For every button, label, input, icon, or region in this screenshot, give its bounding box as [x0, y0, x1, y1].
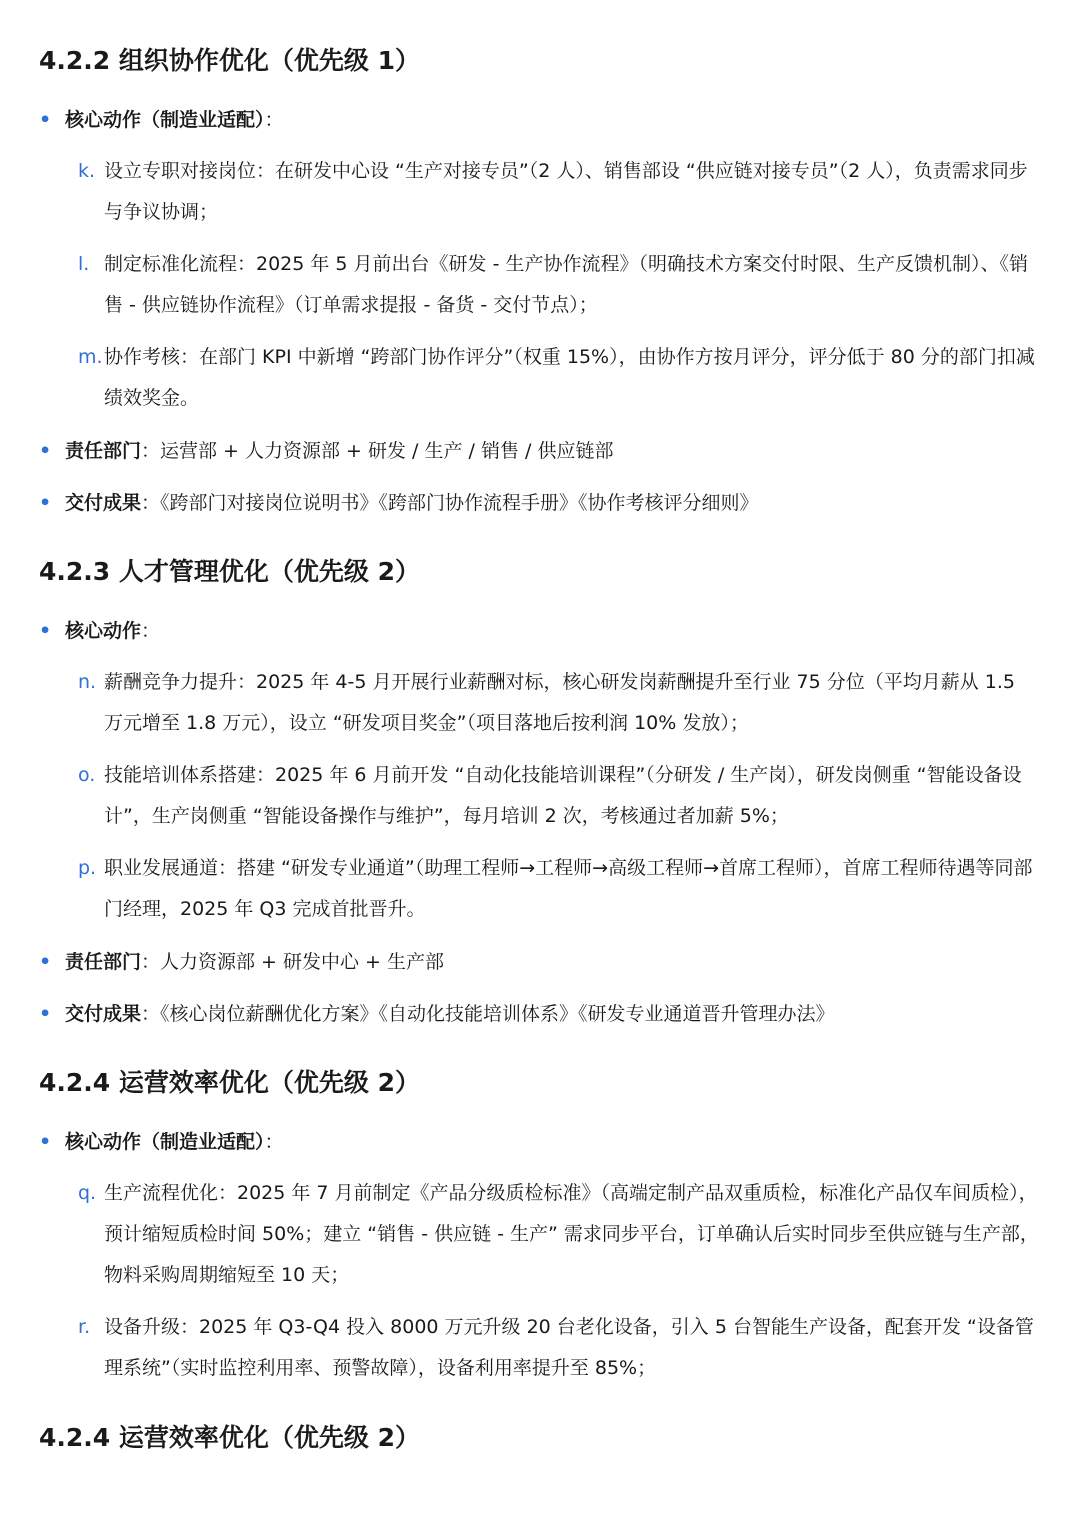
- responsible-dept-bullet: [39, 947, 1040, 977]
- bullet-label: 核心动作（制造业适配）: [65, 109, 265, 131]
- sub-item-text: 技能培训体系搭建：2025 年 6 月前开发 “自动化技能培训课程”（分研发 / 生产岗），研发岗侧重 “智能设备设计”，生产岗侧重 “智能设备操作与维护”，每月培训 2 次，考核通过者加薪 5%；: [104, 764, 1022, 827]
- bullet-text: ：《跨部门对接岗位说明书》《跨部门协作流程手册》《协作考核评分细则》: [141, 492, 759, 514]
- sub-item-m: [39, 337, 1040, 419]
- sub-item-line: [39, 337, 1040, 419]
- sub-item-line: [39, 1307, 1040, 1389]
- core-action-bullet: [39, 1127, 1040, 1157]
- bullet-line: [39, 105, 1040, 135]
- sub-item-text: 协作考核：在部门 KPI 中新增 “跨部门协作评分”（权重 15%），由协作方按月评分，评分低于 80 分的部门扣减绩效奖金。: [104, 346, 1035, 409]
- bullet-line: [39, 947, 1040, 977]
- sub-item-marker: n.: [78, 671, 97, 693]
- bullet-line: [39, 488, 1040, 518]
- sub-item-text: 制定标准化流程：2025 年 5 月前出台《研发 - 生产协作流程》（明确技术方案交付时限、生产反馈机制）、《销售 - 供应链协作流程》（订单需求提报 - 备货 - 交付节点）；: [104, 253, 1028, 316]
- bullet-label: 责任部门: [65, 440, 142, 462]
- bullet-dot-icon: •: [39, 951, 52, 973]
- sub-item-text: 设立专职对接岗位：在研发中心设 “生产对接专员”（2 人）、销售部设 “供应链对接专员”（2 人），负责需求同步与争议协调；: [104, 160, 1028, 223]
- sub-item-n: [39, 662, 1040, 744]
- bullet-text: ：人力资源部 + 研发中心 + 生产部: [141, 951, 445, 973]
- bullet-line: [39, 436, 1040, 466]
- bullet-label: 核心动作（制造业适配）: [65, 1131, 265, 1153]
- bullet-label: 核心动作: [65, 620, 142, 642]
- bullet-label: 交付成果: [65, 1003, 142, 1025]
- bullet-label: 交付成果: [65, 492, 142, 514]
- sub-item-line: [39, 244, 1040, 326]
- sub-item-text: 薪酬竞争力提升：2025 年 4-5 月开展行业薪酬对标，核心研发岗薪酬提升至行业 75 分位（平均月薪从 1.5 万元增至 1.8 万元），设立 “研发项目奖金”（项目落地后按利润 10% 发放）；: [104, 671, 1016, 734]
- sub-item-marker: k.: [78, 160, 96, 182]
- bullet-suffix: ：: [264, 1131, 284, 1153]
- bullet-label: 责任部门: [65, 951, 142, 973]
- bullet-dot-icon: •: [39, 440, 52, 462]
- sub-item-r: [39, 1307, 1040, 1389]
- sub-item-o: [39, 755, 1040, 837]
- sub-item-line: [39, 662, 1040, 744]
- section-title-4-2-2: 4.2.2 组织协作优化（优先级 1）: [39, 46, 420, 75]
- sub-item-text: 设备升级：2025 年 Q3-Q4 投入 8000 万元升级 20 台老化设备，引入 5 台智能生产设备，配套开发 “设备管理系统”（实时监控利用率、预警故障），设备利用率提升至 85%；: [104, 1316, 1034, 1379]
- responsible-dept-bullet: [39, 436, 1040, 466]
- sub-item-marker: l.: [78, 253, 90, 275]
- bullet-dot-icon: •: [39, 492, 52, 514]
- deliverables-bullet: [39, 999, 1040, 1029]
- bullet-dot-icon: •: [39, 1003, 52, 1025]
- sub-item-l: [39, 244, 1040, 326]
- sub-item-line: [39, 755, 1040, 837]
- bullet-text: ：《核心岗位薪酬优化方案》《自动化技能培训体系》《研发专业通道晋升管理办法》: [141, 1003, 835, 1025]
- bullet-dot-icon: •: [39, 109, 52, 131]
- sub-item-marker: r.: [78, 1316, 91, 1338]
- section-title-4-2-4-repeat: 4.2.4 运营效率优化（优先级 2）: [39, 1423, 420, 1452]
- section-title-4-2-4: 4.2.4 运营效率优化（优先级 2）: [39, 1068, 420, 1097]
- sub-item-line: [39, 1173, 1040, 1296]
- sub-item-text: 生产流程优化：2025 年 7 月前制定《产品分级质检标准》（高端定制产品双重质检，标准化产品仅车间质检），预计缩短质检时间 50%；建立 “销售 - 供应链 - 生产” 需求同步平台，订单确认后实时同步至供应链与生产部，物料采购周期缩短至 10 天；: [104, 1182, 1039, 1286]
- core-action-bullet: [39, 616, 1040, 646]
- bullet-dot-icon: •: [39, 1131, 52, 1153]
- sub-item-marker: p.: [78, 857, 97, 879]
- sub-item-text: 职业发展通道：搭建 “研发专业通道”（助理工程师→工程师→高级工程师→首席工程师），首席工程师待遇等同部门经理，2025 年 Q3 完成首批晋升。: [104, 857, 1033, 920]
- core-action-bullet: [39, 105, 1040, 135]
- sub-item-marker: q.: [78, 1182, 97, 1204]
- bullet-text: ：运营部 + 人力资源部 + 研发 / 生产 / 销售 / 供应链部: [141, 440, 614, 462]
- bullet-line: [39, 999, 1040, 1029]
- bullet-line: [39, 1127, 1040, 1157]
- sub-item-q: [39, 1173, 1040, 1296]
- sub-item-marker: m.: [78, 346, 103, 368]
- bullet-dot-icon: •: [39, 620, 52, 642]
- bullet-suffix: ：: [264, 109, 284, 131]
- sub-item-line: [39, 151, 1040, 233]
- sub-item-k: [39, 151, 1040, 233]
- section-title-4-2-3: 4.2.3 人才管理优化（优先级 2）: [39, 557, 420, 586]
- deliverables-bullet: [39, 488, 1040, 518]
- bullet-line: [39, 616, 1040, 646]
- sub-item-marker: o.: [78, 764, 96, 786]
- bullet-suffix: ：: [141, 620, 161, 642]
- sub-item-p: [39, 848, 1040, 930]
- sub-item-line: [39, 848, 1040, 930]
